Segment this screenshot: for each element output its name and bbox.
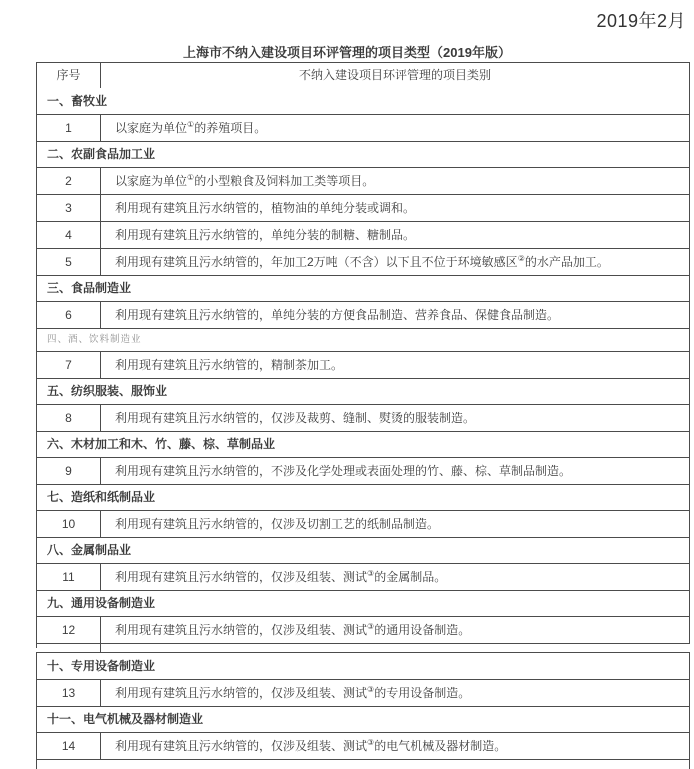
table-header-row	[37, 63, 689, 88]
table-item-row	[37, 616, 689, 643]
item-text: 利用现有建筑且污水纳管的，单纯分装的方便食品制造、营养食品、保健食品制造。	[115, 307, 560, 322]
item-text: 利用现有建筑且污水纳管的，仅涉及组装、测试③的电气机械及器材制造。	[115, 737, 507, 753]
item-number: 2	[37, 168, 101, 194]
section-row	[37, 706, 689, 732]
footnote-marker: ①	[187, 119, 195, 129]
item-number: 6	[37, 302, 101, 328]
projects-table-continued	[36, 652, 690, 769]
section-row	[37, 378, 689, 404]
item-number: 14	[37, 733, 101, 759]
footnote-marker: ③	[367, 621, 375, 631]
section-row	[37, 141, 689, 167]
item-number: 13	[37, 680, 101, 706]
table-item-row	[37, 248, 689, 275]
item-text: 利用现有建筑且污水纳管的，仅涉及组装、测试③的通用设备制造。	[115, 621, 471, 637]
table-item-row	[37, 167, 689, 194]
footnote-marker: ②	[517, 253, 525, 263]
column-header-serial: 序号	[37, 63, 101, 88]
table-item-row	[37, 404, 689, 431]
footnote-marker: ①	[187, 172, 195, 182]
item-number: 7	[37, 352, 101, 378]
table-cut-gap	[36, 642, 690, 652]
section-row	[37, 431, 689, 457]
item-number: 3	[37, 195, 101, 221]
item-text: 利用现有建筑且污水纳管的，不涉及化学处理或表面处理的竹、藤、棕、草制品制造。	[115, 463, 572, 478]
table-item-row	[37, 732, 689, 759]
section-row	[37, 590, 689, 616]
item-text: 利用现有建筑且污水纳管的，单纯分装的制糖、糖制品。	[115, 227, 416, 242]
section-label: 九、通用设备制造业	[47, 596, 156, 610]
cut-stub-left-border	[36, 642, 37, 648]
item-number: 10	[37, 511, 101, 537]
item-text: 利用现有建筑且污水纳管的，仅涉及组装、测试③的金属制品。	[115, 568, 447, 584]
table-item-row	[37, 457, 689, 484]
item-text: 利用现有建筑且污水纳管的，植物油的单纯分装或调和。	[115, 200, 416, 215]
date-label: 2019年2月	[596, 11, 686, 31]
section-label: 六、木材加工和木、竹、藤、棕、草制品业	[47, 437, 276, 451]
table-item-row	[37, 194, 689, 221]
table-item-row	[37, 563, 689, 590]
section-label: 一、畜牧业	[47, 93, 108, 108]
item-number: 11	[37, 564, 101, 590]
section-label: 二、农副食品加工业	[47, 147, 156, 161]
section-label: 四、酒、饮料制造业	[47, 334, 142, 346]
section-row	[37, 275, 689, 301]
section-label: 十一、电气机械及器材制造业	[47, 712, 204, 726]
item-text: 利用现有建筑且污水纳管的，年加工2万吨（不含）以下且不位于环境敏感区②的水产品加工。	[115, 253, 609, 269]
table-fragment-2	[37, 653, 689, 769]
footnote-marker: ③	[367, 684, 375, 694]
item-number: 5	[37, 249, 101, 275]
page-title: 上海市不纳入建设项目环评管理的项目类型（2019年版）	[183, 45, 511, 60]
section-label: 五、纺织服装、服饰业	[47, 384, 168, 398]
footnote-marker: ③	[367, 568, 375, 578]
section-row	[37, 537, 689, 563]
table-item-row	[37, 221, 689, 248]
item-number: 4	[37, 222, 101, 248]
section-label: 七、造纸和纸制品业	[47, 490, 156, 504]
section-row	[37, 484, 689, 510]
item-text: 利用现有建筑且污水纳管的，精制茶加工。	[115, 357, 344, 372]
item-number: 8	[37, 405, 101, 431]
footnote-marker: ③	[367, 737, 375, 747]
item-text: 以家庭为单位①的小型粮食及饲料加工类等项目。	[115, 172, 375, 188]
section-row	[37, 328, 689, 351]
item-text: 利用现有建筑且污水纳管的，仅涉及组装、测试③的专用设备制造。	[115, 684, 471, 700]
table-item-row	[37, 351, 689, 378]
item-number: 12	[37, 617, 101, 643]
table-item-row	[37, 679, 689, 706]
projects-table	[36, 62, 690, 644]
section-row	[37, 653, 689, 679]
item-number: 9	[37, 458, 101, 484]
column-header-category: 不纳入建设项目环评管理的项目类别	[298, 68, 491, 82]
item-text: 利用现有建筑且污水纳管的，仅涉及裁剪、缝制、熨烫的服装制造。	[115, 410, 476, 425]
section-label: 八、金属制品业	[47, 543, 132, 557]
section-label: 三、食品制造业	[47, 281, 132, 295]
table-item-row	[37, 510, 689, 537]
section-label: 十、专用设备制造业	[47, 658, 156, 673]
item-text: 以家庭为单位①的养殖项目。	[115, 119, 267, 135]
item-number: 1	[37, 115, 101, 141]
partial-cutoff-row	[37, 759, 689, 769]
section-row	[37, 88, 689, 114]
table-item-row	[37, 301, 689, 328]
item-text: 利用现有建筑且污水纳管的，仅涉及切割工艺的纸制品制造。	[115, 516, 440, 531]
table-item-row	[37, 114, 689, 141]
table-fragment-1	[37, 88, 689, 643]
